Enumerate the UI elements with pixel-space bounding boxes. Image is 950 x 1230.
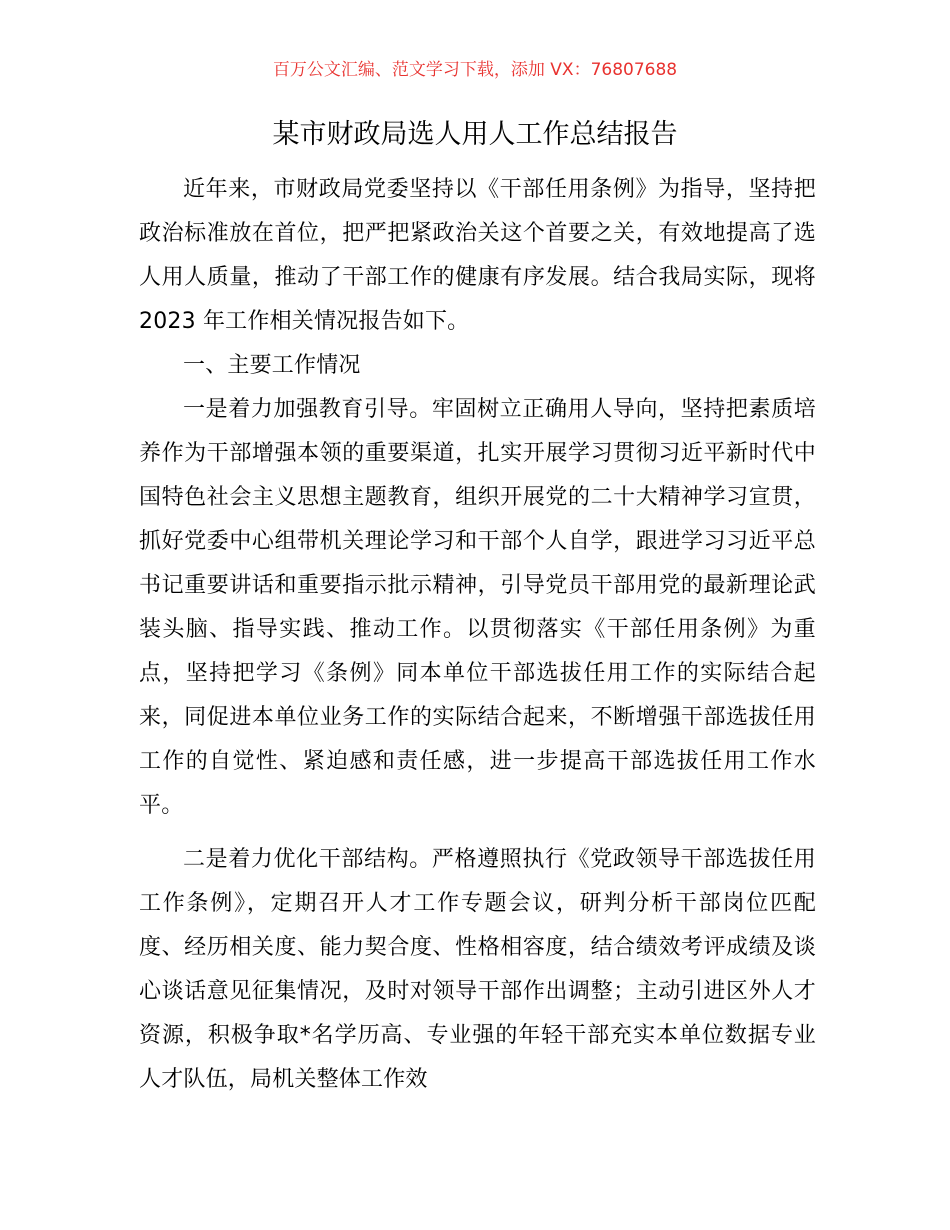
header-ad-banner: 百万公文汇编、范文学习下载，添加 VX：76807688 [272,60,678,80]
paragraph-intro: 近年来，市财政局党委坚持以《干部任用条例》为指导，坚持把政治标准放在首位，把严把紧政治关这个首要之关，有效地提高了选人用人质量，推动了干部工作的健康有序发展。结合我局实际，现将 2023 年工作相关情况报告如下。 [139,177,816,334]
document-title: 某市财政局选人用人工作总结报告 [272,119,678,150]
paragraph-education-guidance: 一是着力加强教育引导。牢固树立正确用人导向，坚持把素质培养作为干部增强本领的重要渠道，扎实开展学习贯彻习近平新时代中国特色社会主义思想主题教育，组织开展党的二十大精神学习宣贯，抓好党委中心组带机关理论学习和干部个人自学，跟进学习习近平总书记重要讲话和重要指示批示精神，引导党员干部用党的最新理论武装头脑、指导实践、推动工作。以贯彻落实《干部任用条例》为重点，坚持把学习《条例》同本单位干部选拔任用工作的实际结合起来，同促进本单位业务工作的实际结合起来，不断增强干部选拔任用工作的自觉性、紧迫感和责任感，进一步提高干部选拔任用工作水平。 [139,397,816,818]
section-heading-main-work: 一、主要工作情况 [183,353,361,378]
document-body [139,168,816,1102]
paragraph-cadre-structure: 二是着力优化干部结构。严格遵照执行《党政领导干部选拔任用工作条例》，定期召开人才工作专题会议，研判分析干部岗位匹配度、经历相关度、能力契合度、性格相容度，结合绩效考评成绩及谈心谈话意见征集情况，及时对领导干部作出调整；主动引进区外人才资源，积极争取*名学历高、专业强的年轻干部充实本单位数据专业人才队伍，局机关整体工作效 [139,847,816,1092]
